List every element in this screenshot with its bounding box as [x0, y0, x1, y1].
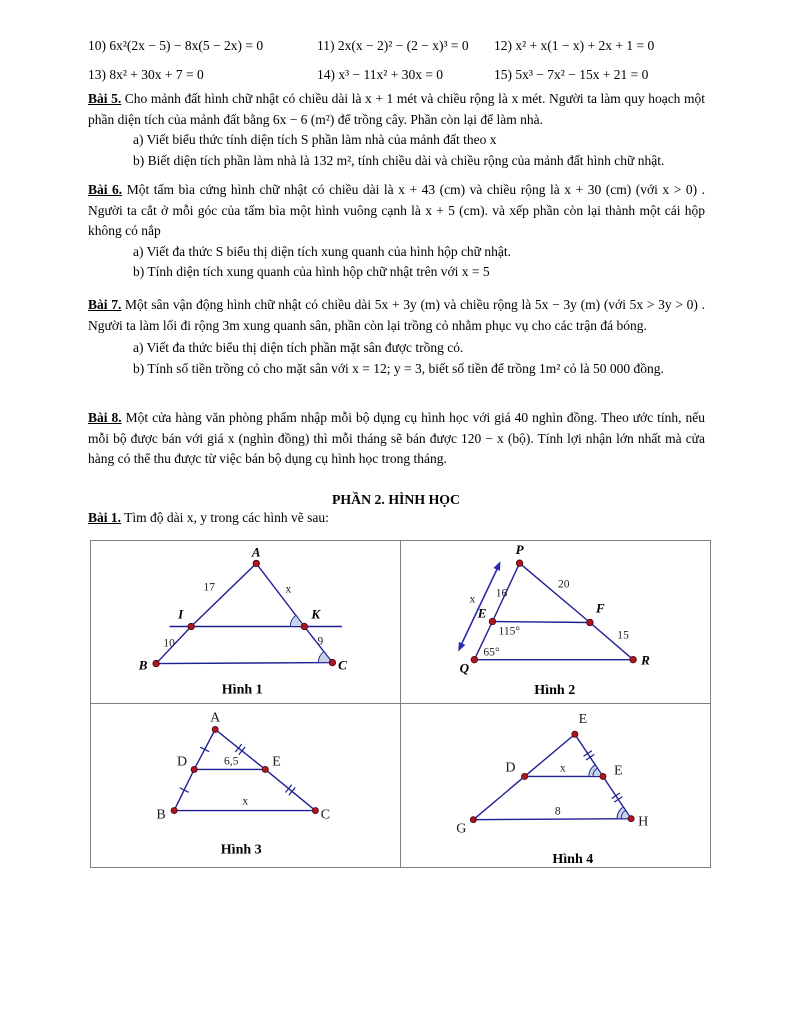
equation-expression: 6x²(2x − 5) − 8x(5 − 2x) = 0 [109, 38, 264, 53]
figure-cell-hinh-3 [91, 704, 401, 867]
problem-body [88, 89, 705, 130]
equation-number: 13) [88, 67, 106, 82]
point-label-d: D [504, 759, 516, 776]
problem-bai-5 [88, 89, 705, 171]
point-label-e-mid: E [613, 762, 623, 779]
point-label-b: B [156, 807, 166, 823]
vertex-dot-c [312, 808, 318, 814]
equation-expression: 8x² + 30x + 7 = 0 [109, 67, 204, 82]
figure-hinh-1 [91, 541, 400, 703]
side-label-de: 6,5 [224, 755, 239, 768]
vertex-dot-a [212, 726, 218, 732]
section-heading: PHẦN 2. HÌNH HỌC [331, 492, 460, 507]
triangle-side-pr [519, 563, 633, 659]
point-label-c: C [320, 807, 331, 823]
point-label-e: E [272, 754, 281, 770]
side-label-bc: x [242, 795, 249, 808]
problem-body [88, 180, 705, 242]
figure-hinh-4 [401, 704, 711, 867]
triangle-side-bc [156, 663, 332, 664]
problem-item-b: b) Biết diện tích phần làm nhà là 132 m², tính chiều dài và chiều rộng của mảnh đất hình chữ nhật. [133, 152, 665, 168]
point-label-a: A [251, 544, 261, 560]
vertex-dot-p [516, 560, 522, 566]
point-label-f: F [595, 600, 605, 616]
point-label-c: C [338, 657, 347, 673]
problem-item-b: b) Tính diện tích xung quanh của hình hộp chữ nhật trên với x = 5 [133, 264, 490, 280]
arrowhead-bottom [458, 642, 465, 652]
problem-text: Cho mảnh đất hình chữ nhật có chiều dài là x + 1 mét và chiều rộng là x mét. Người ta làm quy hoạch một phần diện tích của mảnh đất bằng 6x − 6 (m²) để trồng cây. Phần còn lại để làm nhà. [88, 91, 706, 127]
measure-label-x: x [468, 593, 475, 606]
equation-11 [317, 38, 469, 54]
problem-text: Tìm độ dài x, y trong các hình vẽ sau: [124, 510, 329, 525]
point-label-q: Q [459, 660, 469, 676]
equation-expression: 5x³ − 7x² − 15x + 21 = 0 [515, 67, 649, 82]
vertex-dot-a [253, 560, 259, 566]
side-label-kc: 9 [317, 635, 324, 648]
figure-cell-hinh-2 [401, 541, 711, 704]
vertex-dot-d [521, 773, 527, 779]
problem-item-a: a) Viết biểu thức tính diện tích S phần làm nhà của mảnh đất theo x [133, 132, 497, 148]
vertex-dot-g [470, 817, 476, 823]
problem-body [88, 294, 705, 337]
problem-bai-7 [88, 294, 705, 379]
vertex-dot-q [471, 656, 477, 662]
figure-caption: Hình 3 [220, 842, 262, 858]
problem-bai-1-geometry [88, 510, 329, 526]
point-label-k: K [311, 606, 321, 622]
point-label-p: P [515, 542, 524, 558]
problem-bai-8 [88, 408, 705, 470]
point-label-g: G [455, 820, 466, 837]
point-label-h: H [637, 813, 648, 830]
equation-expression: x² + x(1 − x) + 2x + 1 = 0 [515, 38, 655, 53]
figure-cell-hinh-4 [401, 704, 711, 867]
vertex-dot-e-mid [599, 773, 605, 779]
equation-number: 10) [88, 38, 106, 53]
problem-label: Bài 8. [88, 410, 122, 425]
equation-expression: 2x(x − 2)² − (2 − x)³ = 0 [337, 38, 469, 53]
side-label-ib: 10 [163, 637, 175, 650]
tick-mark-ad [200, 747, 209, 752]
point-label-e: E [477, 605, 486, 621]
point-label-e-top: E [578, 711, 587, 728]
equation-number: 12) [494, 38, 512, 53]
vertex-dot-h [628, 816, 634, 822]
point-label-b: B [138, 657, 148, 673]
vertex-dot-e-top [571, 731, 577, 737]
problem-text: Một cửa hàng văn phòng phẩm nhập mỗi bộ dụng cụ hình học với giá 40 nghìn đồng. Theo ước tính, nếu mỗi bộ được bán với giá x (nghìn đồng) thì mỗi tháng sẽ bán được 120 − x (bộ). Tính lợi nhận lớn nhất mà cửa hàng có thể thu được từ việc bán bộ dụng cụ hình học trong tháng. [88, 410, 705, 467]
equation-13 [88, 67, 204, 83]
point-label-i: I [178, 606, 184, 622]
problem-item-a: a) Viết đa thức S biểu thị diện tích xung quanh của hình hộp chữ nhật. [133, 243, 511, 259]
point-label-r: R [640, 652, 650, 668]
figure-caption: Hình 1 [221, 682, 263, 698]
side-label-pe: 16 [495, 587, 507, 600]
figure-caption: Hình 4 [551, 850, 593, 867]
equation-expression: x³ − 11x² + 30x = 0 [338, 67, 444, 82]
segment-ef [492, 621, 589, 622]
vertex-dot-f [586, 619, 592, 625]
side-label-pf: 20 [557, 578, 570, 591]
equation-15 [494, 67, 648, 83]
equation-number: 15) [494, 67, 512, 82]
problem-text: Một sân vận động hình chữ nhật có chiều dài 5x + 3y (m) và chiều rộng là 5x − 3y (m) (với 5x > 3y > 0) . Người ta làm lối đi rộng 3m xung quanh sân, phần còn lại trồng cỏ nhằm phục vụ cho các trận đá bóng. [88, 297, 705, 334]
vertex-dot-e [489, 618, 495, 624]
problem-bai-6 [88, 180, 705, 283]
problem-label: Bài 7. [88, 297, 122, 312]
vertex-dot-e [262, 766, 268, 772]
figure-hinh-3 [91, 704, 400, 867]
problem-label: Bài 6. [88, 182, 123, 197]
vertex-dot-b [171, 808, 177, 814]
equation-10 [88, 38, 263, 54]
side-label-ak: x [285, 583, 292, 596]
triangle-side-gh [473, 819, 631, 820]
vertex-dot-r [629, 656, 635, 662]
angle-label-q: 65° [482, 646, 500, 659]
point-label-a: A [210, 710, 221, 726]
side-label-ai: 17 [203, 581, 215, 594]
equation-14 [317, 67, 443, 83]
side-label-fr: 15 [616, 629, 629, 642]
vertex-dot-d [191, 766, 197, 772]
figures-table [90, 540, 711, 868]
figure-cell-hinh-1 [91, 541, 401, 704]
equation-12 [494, 38, 654, 54]
vertex-dot-k [301, 623, 307, 629]
side-label-de: x [559, 762, 566, 775]
figure-hinh-2 [401, 541, 711, 703]
problem-label: Bài 5. [88, 91, 122, 106]
equation-number: 11) [317, 38, 335, 53]
vertex-dot-c [329, 659, 335, 665]
vertex-dot-i [188, 623, 194, 629]
figure-caption: Hình 2 [533, 681, 575, 698]
triangle-side-ac [256, 563, 332, 662]
problem-label: Bài 1. [88, 510, 122, 525]
problem-text: Một tấm bìa cứng hình chữ nhật có chiều dài là x + 43 (cm) và chiều rộng là x + 30 (cm) (với x > 0) . Người ta cắt ở mỗi góc của tấm bìa một hình vuông cạnh là x + 5 (cm). và xếp phần còn lại thành một cái hộp không có nắp [88, 182, 706, 239]
arrowhead-top [493, 561, 500, 571]
point-label-d: D [177, 754, 188, 770]
vertex-dot-b [153, 660, 159, 666]
equation-number: 14) [317, 67, 335, 82]
side-label-gh: 8 [554, 805, 561, 818]
problem-item-a: a) Viết đa thức biểu thị diện tích phần mặt sân được trồng cỏ. [133, 339, 464, 355]
problem-body [88, 408, 705, 470]
angle-label-e: 115° [497, 625, 520, 638]
problem-item-b: b) Tính số tiền trồng cỏ cho mặt sân với x = 12; y = 3, biết số tiền để trồng 1m² cỏ là 50 000 đồng. [133, 360, 664, 376]
